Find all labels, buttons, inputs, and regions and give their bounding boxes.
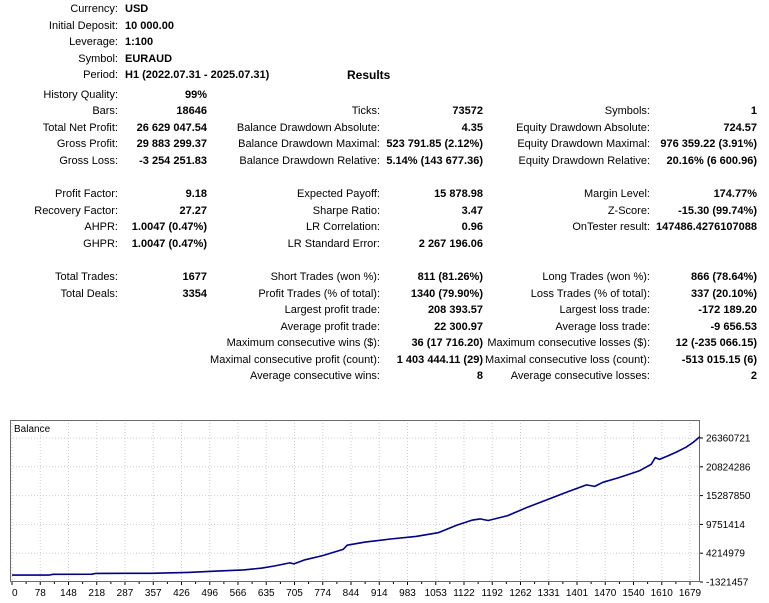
setting-value: EURAUD [125,52,173,65]
x-tick-label: 287 [116,588,134,599]
stat-label: Balance Drawdown Relative: [239,154,380,167]
stat-value: 27.27 [179,204,207,217]
stat-label: Largest profit trade: [284,304,380,316]
stat-value: 1.0047 (0.47%) [131,237,207,250]
stat-label: Maximum consecutive wins ($): [226,337,380,349]
x-tick-label: 78 [34,588,46,599]
stat-value: 0.96 [461,221,483,233]
stat-value: 8 [476,370,483,382]
stat-label: Total Deals: [60,287,118,300]
x-tick-label: 1540 [622,588,645,599]
x-tick-label: 1331 [537,588,560,599]
y-tick-label: -1321457 [706,577,749,589]
x-tick-label: 1122 [453,588,475,599]
y-tick-label: 26360721 [706,433,751,445]
stat-label: Loss Trades (% of total): [530,287,650,300]
stat-value: -9 656.53 [710,320,757,333]
stat-value: 1 403 444.11 (29) [396,353,483,366]
setting-value: 10 000.00 [125,19,174,32]
x-tick-label: 914 [370,588,388,599]
y-tick-label: 20824286 [706,462,751,474]
stat-label [483,87,650,104]
stat-value [118,368,207,385]
x-tick-label: 983 [399,588,416,599]
stat-label: Ticks: [351,105,380,117]
stats-section-general [0,87,769,170]
stat-value: -15.30 (99.74%) [678,204,757,217]
x-tick-label: 1401 [565,588,589,599]
stat-value [650,87,757,104]
results-title: Results [347,68,391,82]
stat-label: GHPR: [83,237,118,250]
stat-value: 147486.4276107088 [656,221,757,233]
stat-value: 811 (81.26%) [417,271,483,283]
x-tick-label: 1470 [594,588,617,599]
stat-label: Equity Drawdown Absolute: [516,121,650,134]
stat-label: Balance Drawdown Maximal: [238,138,380,150]
stat-label: Gross Profit: [56,138,118,150]
stat-label: Maximal consecutive profit (count): [210,353,380,366]
stat-label: Average consecutive losses: [510,370,650,382]
stat-value: 2 [750,370,757,382]
balance-chart [10,418,767,600]
x-tick-label: 496 [201,588,219,599]
stat-value [118,335,207,352]
y-tick-label: 9751414 [706,519,745,531]
stats-section-trades [0,269,769,385]
plot-border [11,421,700,582]
setting-label: Symbol: [78,52,118,65]
setting-label: Initial Deposit: [48,19,118,32]
stat-label [0,302,118,319]
stat-label: History Quality: [43,88,118,101]
stat-label: Average profit trade: [280,320,380,333]
x-tick-label: 1053 [424,588,447,599]
stat-label: Maximal consecutive loss (count): [484,353,650,366]
stat-label: Recovery Factor: [34,204,118,217]
stat-label [207,87,380,104]
setting-value: USD [125,3,149,15]
x-tick-label: 218 [88,588,106,599]
setting-value: H1 (2022.07.31 - 2025.07.31) [125,69,270,81]
stat-label [0,352,118,369]
stat-label: LR Standard Error: [287,237,380,250]
x-tick-label: 1610 [650,588,673,599]
stat-label: OnTester result: [572,221,650,233]
stat-value: 866 (78.64%) [690,271,757,283]
stat-value: 26 629 047.54 [136,121,207,134]
x-tick-label: 1262 [509,588,532,599]
stat-label: Largest loss trade: [559,304,650,316]
stat-label: Equity Drawdown Maximal: [517,138,650,150]
stat-value: -513 015.15 (6) [681,353,757,366]
stat-label: Profit Trades (% of total): [258,287,380,300]
x-tick-label: 705 [286,588,303,599]
stat-value: 99% [184,88,207,101]
chart-title: Balance [14,424,51,435]
stat-value: 208 393.57 [427,304,483,316]
setting-value: 1:100 [125,36,154,48]
stat-label [0,368,118,385]
stat-value: 1 [750,105,757,117]
y-tick-label: 4214979 [706,548,745,560]
stat-label: Expected Payoff: [297,188,380,200]
stat-value: 20.16% (6 600.96) [666,154,757,167]
x-tick-label: 844 [342,588,360,599]
stat-label: LR Correlation: [306,221,380,233]
balance-chart-svg [10,418,767,600]
stat-value: 3354 [182,287,207,300]
stat-value: -172 189.20 [698,304,757,316]
y-tick-label: 15287850 [706,491,751,503]
stat-label: Long Trades (won %): [542,271,650,283]
stat-value: 523 791.85 (2.12%) [386,138,483,150]
stat-label: Profit Factor: [55,188,118,200]
stat-value: 36 (17 716.20) [411,337,483,349]
stat-value: 29 883 299.37 [136,138,207,150]
stat-value: 15 878.98 [434,188,483,200]
stat-label: Sharpe Ratio: [312,204,380,217]
stat-label: Total Net Profit: [42,121,118,134]
stat-label: Maximum consecutive losses ($): [487,337,650,349]
setting-label: Leverage: [69,36,118,48]
stat-value: 4.35 [461,121,483,134]
setting-label: Currency: [70,3,118,15]
stat-value: 2 267 196.06 [418,237,483,250]
stats-section-ratios [0,186,769,252]
stat-label: Balance Drawdown Absolute: [236,121,380,134]
stat-label: Average loss trade: [555,320,650,333]
stat-label: Bars: [92,105,118,117]
stat-value: 337 (20.10%) [690,287,757,300]
stat-label: Equity Drawdown Relative: [518,154,650,167]
x-tick-label: 1192 [481,588,504,599]
setting-label: Period: [83,69,118,81]
x-tick-label: 426 [173,588,190,599]
stat-label: Margin Level: [583,188,650,200]
stat-value: 18646 [176,105,207,117]
stat-label: AHPR: [84,221,118,233]
stat-value: 22 300.97 [434,320,483,333]
stat-value [118,302,207,319]
x-tick-label: 357 [144,588,162,599]
stat-value: 3.47 [461,204,483,217]
stat-label: Short Trades (won %): [270,271,380,283]
stat-value: 1677 [182,271,207,283]
stat-label [0,319,118,336]
x-tick-label: 774 [314,588,332,599]
x-tick-label: 1679 [678,588,702,599]
stat-value: 1.0047 (0.47%) [131,221,207,233]
stat-value: 12 (-235 066.15) [675,337,757,349]
stat-label: Average consecutive wins: [249,370,380,382]
x-tick-label: 566 [229,588,247,599]
stat-value [118,319,207,336]
stat-value: 73572 [452,105,483,117]
stat-value [650,236,757,253]
stat-label: Symbols: [604,105,650,117]
x-tick-label: 148 [60,588,77,599]
stat-label: Total Trades: [55,271,118,283]
stat-value: 174.77% [713,188,757,200]
stat-label: Gross Loss: [59,154,118,167]
stat-value: 5.14% (143 677.36) [386,154,483,167]
stat-label [0,335,118,352]
stat-value: 976 359.22 (3.91%) [660,138,757,150]
stat-value [380,87,483,104]
stat-value [118,352,207,369]
x-tick-label: 635 [257,588,275,599]
x-tick-label: 0 [12,588,18,599]
stat-label: Z-Score: [607,204,650,217]
balance-line [12,437,700,575]
report-body [0,1,769,385]
stat-label [483,236,650,253]
stat-value: 9.18 [185,188,207,200]
stat-value: -3 254 251.83 [139,154,207,167]
stat-value: 724.57 [723,121,757,134]
stat-value: 1340 (79.90%) [410,287,483,300]
